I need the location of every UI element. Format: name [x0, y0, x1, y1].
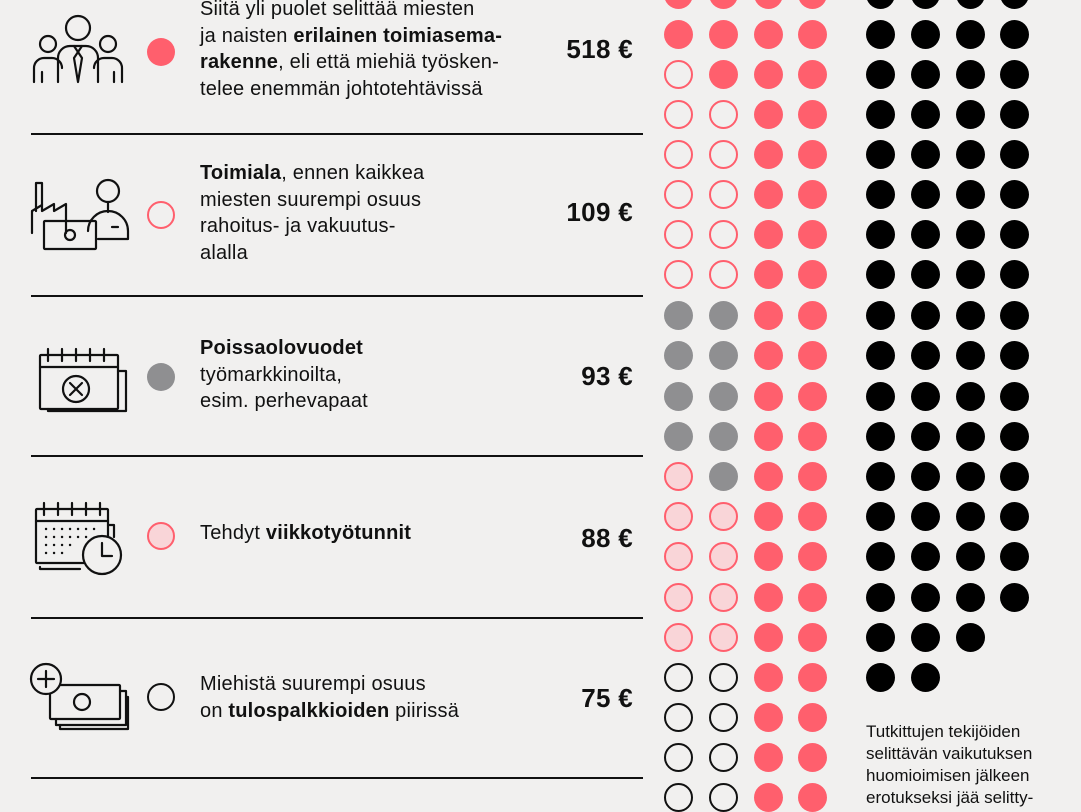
dot-unexplained — [911, 623, 940, 652]
dot-unexplained — [1000, 422, 1029, 451]
factor-row-position-structure — [0, 0, 645, 134]
dot-position-structure — [754, 260, 783, 289]
factor-text-part: Miehistä suurempi osuus — [200, 673, 426, 695]
dot-weekly-hours — [664, 623, 693, 652]
dot-unexplained — [956, 180, 985, 209]
dot-unexplained — [866, 502, 895, 531]
dot-unexplained — [956, 20, 985, 49]
dot-absence — [709, 382, 738, 411]
factor-text-part: rahoitus- ja vakuutus- — [200, 215, 396, 237]
factor-text-part: Tehdyt — [200, 522, 266, 544]
dot-position-structure — [798, 623, 827, 652]
factor-text-part: ja naisten — [200, 24, 294, 47]
calendar-cross-icon — [26, 337, 130, 421]
dot-unexplained — [956, 220, 985, 249]
dot-unexplained — [911, 0, 940, 9]
dot-position-structure — [798, 542, 827, 571]
dot-unexplained — [866, 341, 895, 370]
factor-value: 75 € — [581, 683, 633, 713]
dot-position-structure — [754, 783, 783, 812]
dot-position-structure — [798, 703, 827, 732]
dot-absence — [709, 462, 738, 491]
dot-position-structure — [798, 341, 827, 370]
dot-unexplained — [911, 100, 940, 129]
dot-industry — [664, 180, 693, 209]
dot-position-structure — [709, 60, 738, 89]
dot-industry — [709, 220, 738, 249]
factor-text-part: miesten suurempi osuus — [200, 188, 422, 211]
dot-weekly-hours — [709, 502, 738, 531]
legend-dot-industry — [147, 201, 175, 229]
dot-unexplained — [866, 462, 895, 491]
dot-unexplained — [1000, 502, 1029, 531]
dot-absence — [709, 301, 738, 330]
factor-value: 93 € — [581, 361, 633, 391]
dot-unexplained — [956, 382, 985, 411]
dot-bonus — [709, 743, 738, 772]
legend-dot-weekly-hours — [147, 522, 175, 550]
factor-text-bold: Toimiala — [200, 162, 282, 184]
dot-industry — [664, 100, 693, 129]
factor-row-absence-years — [0, 297, 645, 455]
dot-unexplained — [866, 100, 895, 129]
dot-absence — [664, 341, 693, 370]
dot-industry — [709, 140, 738, 169]
dot-position-structure — [798, 180, 827, 209]
dot-weekly-hours — [709, 583, 738, 612]
dot-position-structure — [754, 341, 783, 370]
dot-position-structure — [798, 20, 827, 49]
factor-text-bold: tulospalkkioiden — [228, 699, 390, 722]
factor-text-part: piirissä — [389, 699, 460, 722]
dot-position-structure — [754, 542, 783, 571]
dot-unexplained — [911, 502, 940, 531]
dot-unexplained — [1000, 100, 1029, 129]
dot-industry — [664, 260, 693, 289]
dot-position-structure — [798, 422, 827, 451]
dot-weekly-hours — [709, 623, 738, 652]
dot-position-structure — [798, 100, 827, 129]
dot-industry — [664, 140, 693, 169]
dot-industry — [664, 60, 693, 89]
dot-position-structure — [798, 583, 827, 612]
dot-unexplained — [911, 462, 940, 491]
factor-value: 518 € — [566, 34, 633, 64]
dot-unexplained — [866, 140, 895, 169]
factory-money-person-icon — [26, 171, 130, 255]
factor-value: 109 € — [566, 197, 633, 227]
dot-unexplained — [956, 341, 985, 370]
factor-text-bold: Poissaolovuodet — [200, 337, 364, 359]
dot-position-structure — [798, 502, 827, 531]
dot-unexplained — [1000, 542, 1029, 571]
dot-position-structure — [754, 301, 783, 330]
dot-unexplained — [911, 20, 940, 49]
dot-position-structure — [798, 60, 827, 89]
factor-text-part: esim. perhevapaat — [200, 390, 368, 412]
dot-unexplained — [911, 422, 940, 451]
dot-position-structure — [798, 140, 827, 169]
dot-unexplained — [911, 220, 940, 249]
dot-position-structure — [754, 623, 783, 652]
dot-unexplained — [1000, 220, 1029, 249]
dot-bonus — [709, 703, 738, 732]
dot-unexplained — [866, 180, 895, 209]
dot-position-structure — [754, 462, 783, 491]
dot-position-structure — [798, 663, 827, 692]
dot-unexplained — [866, 60, 895, 89]
dot-unexplained — [866, 542, 895, 571]
dot-position-structure — [754, 382, 783, 411]
dot-weekly-hours — [664, 502, 693, 531]
dot-unexplained — [956, 60, 985, 89]
dot-position-structure — [754, 180, 783, 209]
calendar-clock-icon — [26, 495, 130, 579]
dot-unexplained — [866, 382, 895, 411]
dot-unexplained — [911, 301, 940, 330]
dot-industry — [709, 260, 738, 289]
dot-unexplained — [956, 542, 985, 571]
dot-absence — [664, 382, 693, 411]
dot-unexplained — [956, 301, 985, 330]
factor-text-part: , ennen kaikkea — [281, 162, 425, 184]
dot-absence — [709, 422, 738, 451]
dot-unexplained — [956, 0, 985, 9]
dot-unexplained — [866, 0, 895, 9]
dot-unexplained — [866, 663, 895, 692]
dot-unexplained — [1000, 140, 1029, 169]
dot-position-structure — [798, 783, 827, 812]
dot-position-structure — [754, 663, 783, 692]
dot-industry — [664, 220, 693, 249]
factor-text — [200, 0, 545, 102]
dot-unexplained — [1000, 60, 1029, 89]
factor-text-bold: viikkotyötunnit — [265, 522, 412, 544]
dot-position-structure — [798, 0, 827, 9]
dot-absence — [664, 301, 693, 330]
factor-text — [200, 160, 545, 266]
dot-unexplained — [1000, 0, 1029, 9]
dot-unexplained — [956, 462, 985, 491]
dot-absence — [709, 341, 738, 370]
dot-unexplained — [911, 260, 940, 289]
factor-text — [200, 335, 545, 415]
dot-unexplained — [956, 260, 985, 289]
dot-unexplained — [1000, 20, 1029, 49]
dot-position-structure — [798, 220, 827, 249]
plus-money-stack-icon — [26, 659, 130, 743]
dot-position-structure — [754, 100, 783, 129]
dot-unexplained — [956, 623, 985, 652]
dot-position-structure — [754, 0, 783, 9]
dot-position-structure — [798, 260, 827, 289]
dot-weekly-hours — [664, 462, 693, 491]
dot-position-structure — [754, 422, 783, 451]
dot-unexplained — [866, 20, 895, 49]
dot-unexplained — [1000, 260, 1029, 289]
dot-position-structure — [798, 382, 827, 411]
factor-text — [200, 520, 545, 547]
people-group-icon — [26, 14, 130, 98]
factor-text-part: , eli että miehiä työsken- — [278, 51, 499, 73]
dot-bonus — [664, 663, 693, 692]
dot-unexplained — [911, 542, 940, 571]
dot-unexplained — [911, 180, 940, 209]
dot-position-structure — [709, 0, 738, 9]
dot-position-structure — [754, 743, 783, 772]
legend-dot-performance-bonus — [147, 683, 175, 711]
dot-unexplained — [956, 422, 985, 451]
dot-absence — [664, 422, 693, 451]
legend-dot-absence-years — [147, 363, 175, 391]
side-note: Tutkittujen tekijöiden selittävän vaikutuksen huomioimisen jälkeen erotukseksi jää selitty- — [866, 722, 1034, 807]
factor-value: 88 € — [581, 523, 633, 553]
dot-position-structure — [754, 140, 783, 169]
factor-text-part: työmarkkinoilta, — [200, 363, 343, 386]
dot-unexplained — [866, 220, 895, 249]
dot-unexplained — [1000, 382, 1029, 411]
dot-unexplained — [911, 382, 940, 411]
factor-row-industry — [0, 135, 645, 295]
dot-unexplained — [956, 583, 985, 612]
factor-text-part: on — [200, 699, 229, 722]
dot-bonus — [664, 703, 693, 732]
dot-unexplained — [866, 260, 895, 289]
factor-text-bold: erilainen toimiasema- — [293, 24, 503, 47]
dot-position-structure — [754, 220, 783, 249]
dot-unexplained — [1000, 341, 1029, 370]
dot-unexplained — [1000, 301, 1029, 330]
dot-unexplained — [1000, 180, 1029, 209]
dot-position-structure — [754, 583, 783, 612]
dot-industry — [709, 100, 738, 129]
dot-unexplained — [1000, 583, 1029, 612]
dot-unexplained — [911, 663, 940, 692]
dot-bonus — [709, 783, 738, 812]
dot-bonus — [709, 663, 738, 692]
dot-unexplained — [866, 301, 895, 330]
factor-text — [200, 671, 545, 724]
dot-position-structure — [798, 743, 827, 772]
factor-row-weekly-hours — [0, 457, 645, 617]
dot-unexplained — [911, 341, 940, 370]
dot-position-structure — [709, 20, 738, 49]
dot-position-structure — [754, 20, 783, 49]
dot-position-structure — [664, 20, 693, 49]
dot-position-structure — [754, 703, 783, 732]
dot-weekly-hours — [664, 583, 693, 612]
dot-weekly-hours — [664, 542, 693, 571]
dot-unexplained — [866, 583, 895, 612]
dot-position-structure — [798, 301, 827, 330]
dot-unexplained — [956, 502, 985, 531]
dot-position-structure — [754, 502, 783, 531]
dot-bonus — [664, 743, 693, 772]
dot-unexplained — [911, 583, 940, 612]
legend-dot-position-structure — [147, 38, 175, 66]
factor-row-performance-bonus — [0, 619, 645, 777]
row-divider — [31, 777, 643, 779]
dot-unexplained — [866, 422, 895, 451]
factor-text-part: alalla — [200, 241, 248, 264]
dot-bonus — [664, 783, 693, 812]
dot-industry — [709, 180, 738, 209]
dot-unexplained — [866, 623, 895, 652]
dot-unexplained — [911, 60, 940, 89]
dot-position-structure — [798, 462, 827, 491]
dot-weekly-hours — [709, 542, 738, 571]
dot-unexplained — [956, 140, 985, 169]
dot-unexplained — [956, 100, 985, 129]
factor-text-part: telee enemmän johtotehtävissä — [200, 77, 483, 100]
dot-position-structure — [754, 60, 783, 89]
dot-position-structure — [664, 0, 693, 9]
dot-unexplained — [911, 140, 940, 169]
dot-unexplained — [1000, 462, 1029, 491]
factor-text-part: Siitä yli puolet selittää miesten — [200, 0, 475, 20]
factor-text-bold: rakenne — [200, 51, 279, 73]
